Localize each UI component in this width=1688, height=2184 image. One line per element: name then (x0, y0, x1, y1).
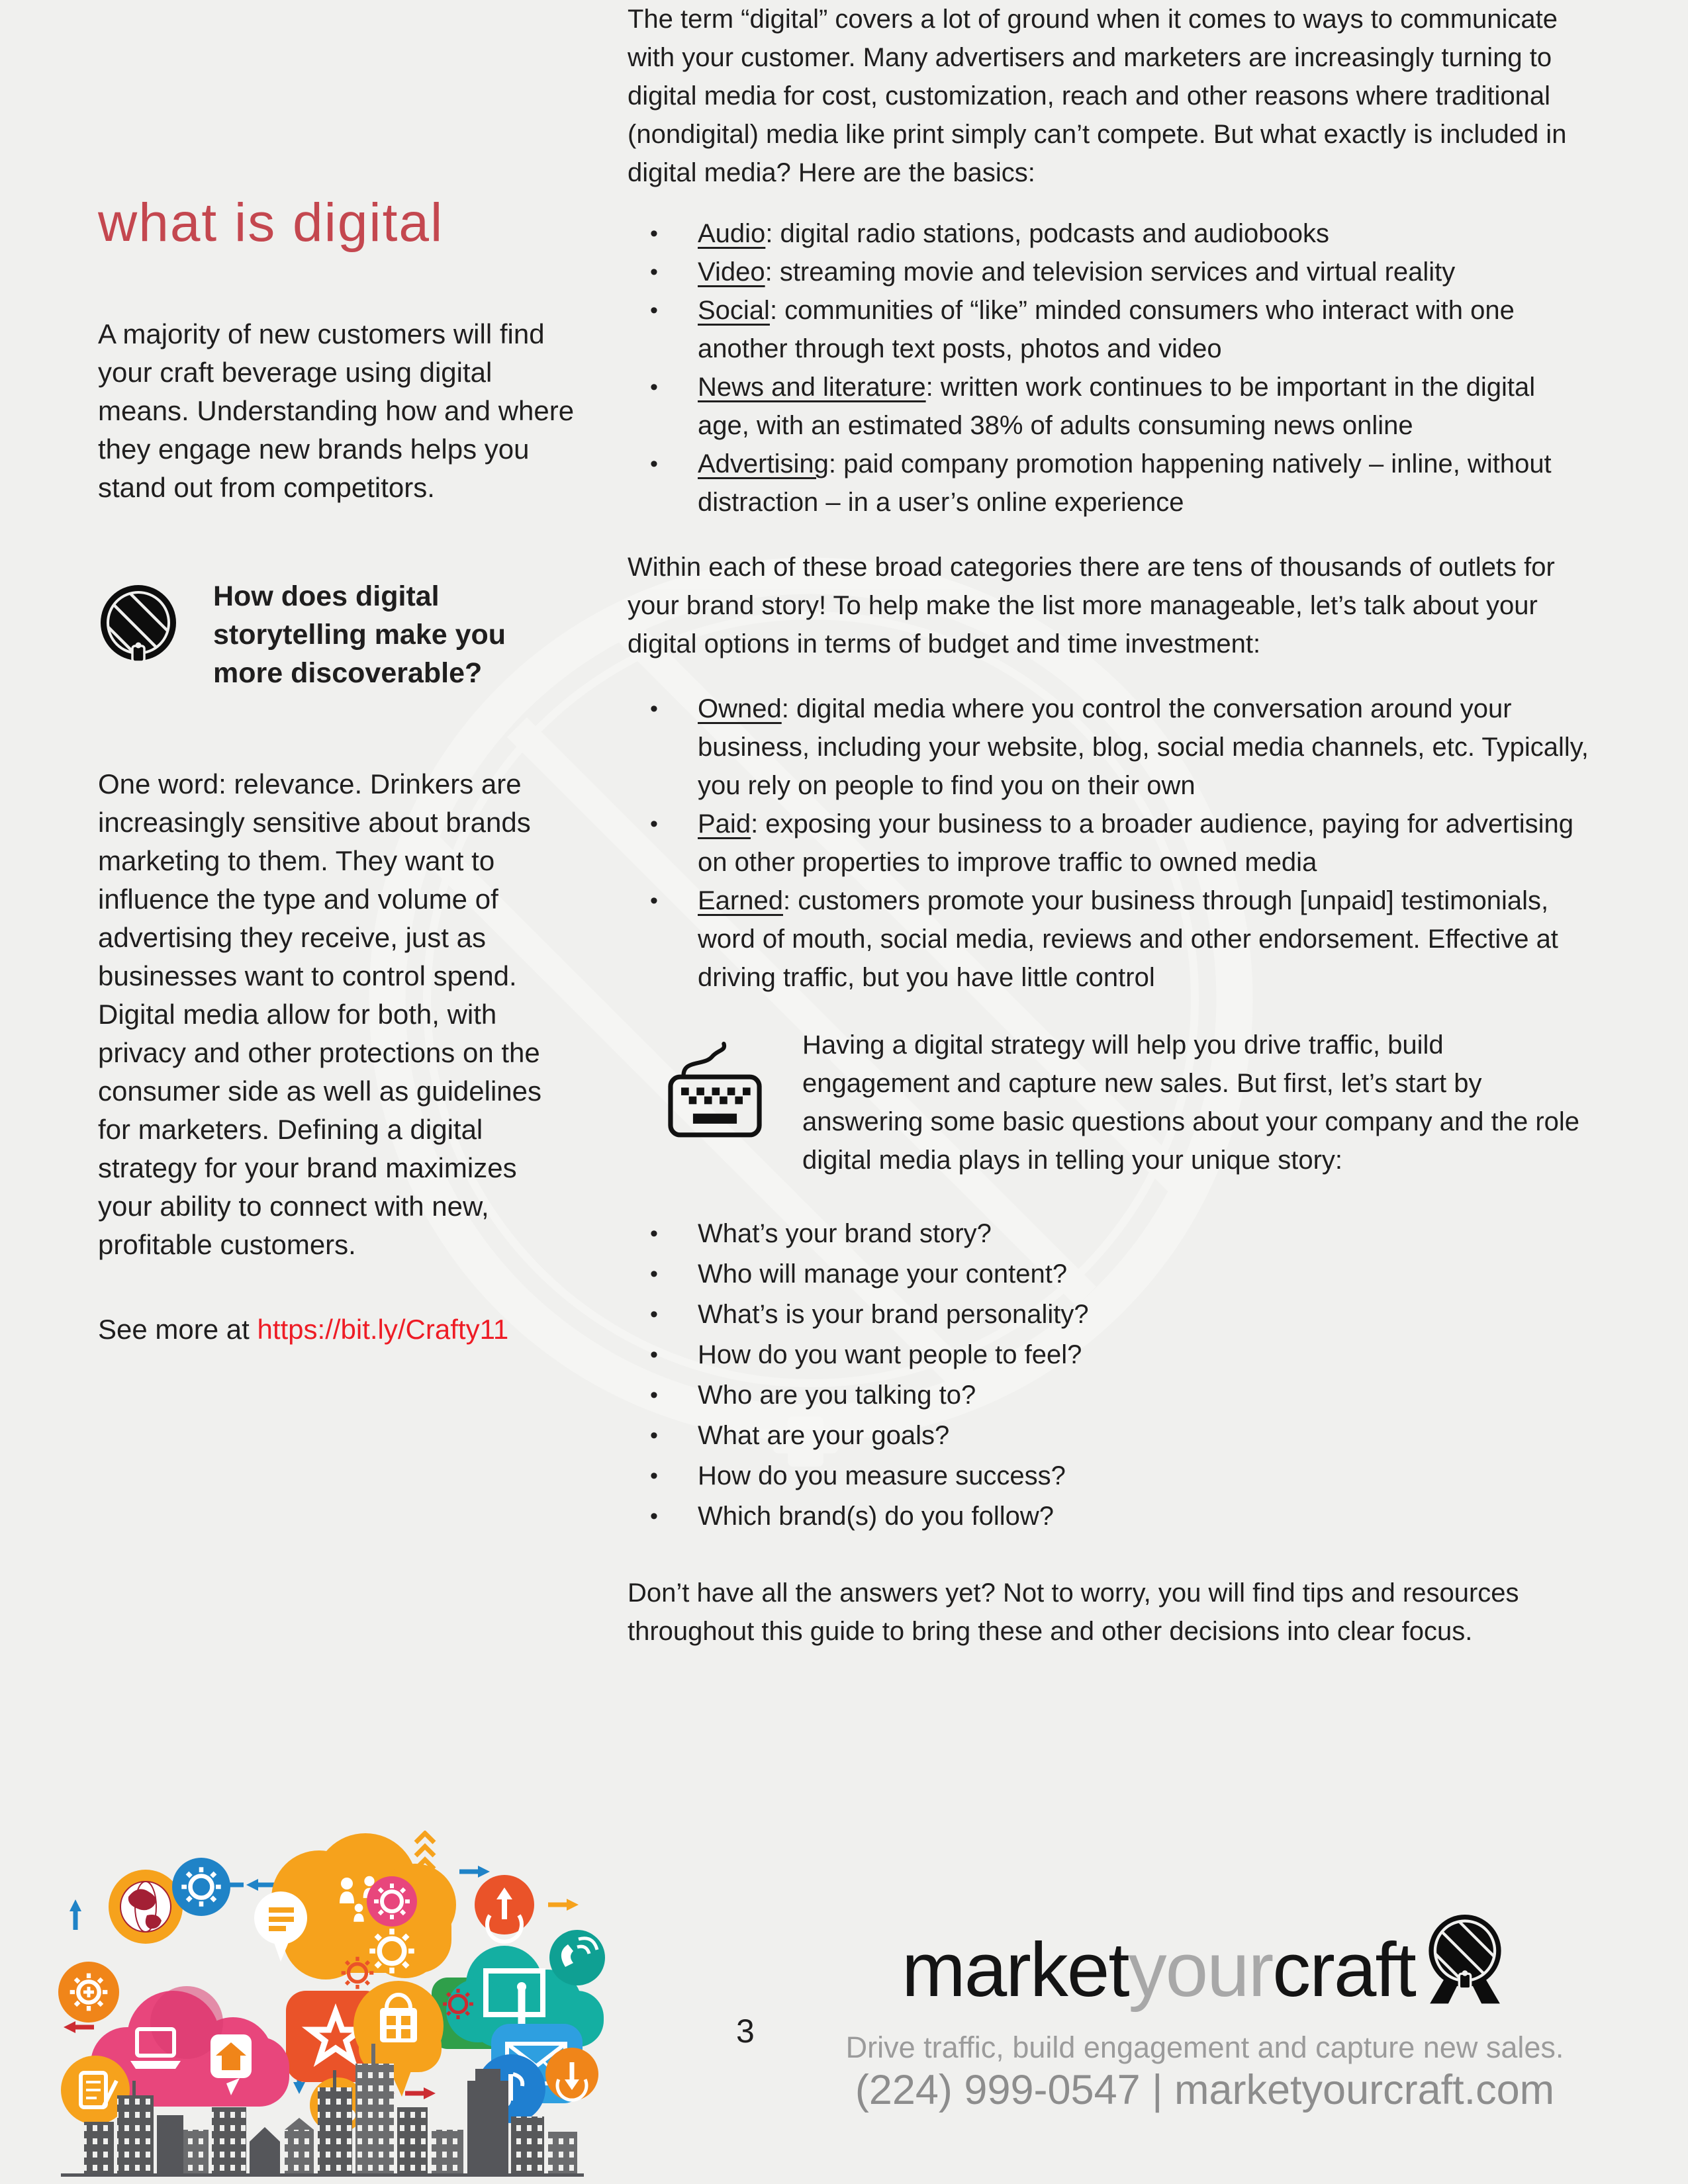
list-item-text: : communities of “like” minded consumers who interact with one another through text posts, photos and video (698, 296, 1515, 363)
keyboard-icon (665, 1036, 765, 1142)
see-more-line (98, 1310, 577, 1349)
bullet-marker: • (650, 221, 658, 246)
gear-icon (367, 1876, 417, 1927)
question-text: Who are you talking to? (698, 1381, 976, 1410)
upload-icon (475, 1875, 534, 1942)
list-item-text: : exposing your business to a broader audience, paying for advertising on other properties to improve traffic to owned media (698, 809, 1574, 877)
bullet-marker: • (650, 1383, 658, 1408)
question-text: Who will manage your content? (698, 1259, 1068, 1289)
footer-logo (824, 1907, 1585, 2013)
download-icon (545, 2048, 598, 2101)
strategy-callout (628, 1026, 1589, 1179)
list-item (628, 445, 1589, 522)
list-item-lead: Audio (698, 219, 766, 248)
globe-icon (109, 1870, 183, 1944)
question-text: What are your goals? (698, 1421, 950, 1450)
list-item (628, 1335, 1589, 1375)
bullet-marker: • (650, 298, 658, 323)
barrel-logo-icon (1422, 1907, 1508, 2008)
list-item-lead: Earned (698, 886, 783, 915)
callout-question: How does digital storytelling make you more discoverable? (213, 580, 506, 690)
list-item (628, 690, 1589, 805)
right-column (628, 0, 1589, 1651)
footer-contact: (224) 999-0547 | marketyourcraft.com (855, 2067, 1555, 2113)
list-item (628, 1254, 1589, 1295)
question-text: How do you measure success? (698, 1461, 1066, 1490)
bullet-marker: • (650, 1504, 658, 1529)
list-item-lead: Video (698, 257, 765, 287)
footer-tagline: Drive traffic, build engagement and capture new sales. (845, 2030, 1564, 2064)
list-item (628, 805, 1589, 882)
list-item-lead: News and literature (698, 373, 926, 402)
bullet-marker: • (650, 451, 658, 477)
list-item-text: : streaming movie and television services and virtual reality (765, 257, 1456, 287)
bullet-marker: • (650, 375, 658, 400)
page-number: 3 (736, 2013, 755, 2050)
left-body-paragraph: One word: relevance. Drinkers are increasingly sensitive about brands marketing to them. They want to influence the type and volume of advertising they receive, just as businesses want to control spend. Digital media allow for both, with privacy and other protections on the consumer side as well as guidelines for marketers. Defining a digital strategy for your brand maximizes your ability to connect with new, profitable customers. (98, 768, 542, 1261)
closing-paragraph: Don’t have all the answers yet? Not to worry, you will find tips and resources throughout this guide to bring these and other decisions into clear focus. (628, 1578, 1519, 1646)
see-more-prefix: See more at (98, 1314, 258, 1345)
list-item (628, 1416, 1589, 1456)
bullet-marker: • (650, 1221, 658, 1246)
bullet-marker: • (650, 1423, 658, 1448)
bullet-marker: • (650, 259, 658, 285)
list-item-lead: Owned (698, 694, 782, 723)
question-text: Which brand(s) do you follow? (698, 1502, 1055, 1531)
list-item-text: : paid company promotion happening natively – inline, without distraction – in a user’s online experience (698, 449, 1552, 517)
list-item (628, 882, 1589, 997)
orange-cloud (254, 1833, 456, 1989)
barrel-icon (98, 582, 179, 668)
page-title: what is digital (98, 193, 444, 253)
left-intro-paragraph: A majority of new customers will find your craft beverage using digital means. Understanding how and where they engage new brands helps you stand out from competitors. (98, 318, 575, 504)
question-text: What’s your brand story? (698, 1219, 992, 1248)
list-item-text: : written work continues to be important in the digital age, with an estimated 38% of adults consuming news online (698, 373, 1536, 440)
right-intro-paragraph: The term “digital” covers a lot of ground when it comes to ways to communicate with your customer. Many advertisers and marketers are increasingly turning to digital media for cost, customization, reach and other reasons where traditional (nondigital) media like print simply can’t compete. But what exactly is included in digital media? Here are the basics: (628, 5, 1567, 187)
list-item (628, 214, 1589, 253)
list-item (628, 1375, 1589, 1416)
list-item (628, 291, 1589, 368)
digital-media-illustration (48, 1831, 607, 2181)
logo-market: market (902, 1927, 1129, 2013)
budget-list (628, 690, 1589, 997)
list-item-text: : digital radio stations, podcasts and audiobooks (765, 219, 1329, 248)
list-item-lead: Social (698, 296, 770, 325)
bullet-marker: • (650, 811, 658, 837)
question-text: How do you want people to feel? (698, 1340, 1082, 1369)
bullet-marker: • (650, 888, 658, 913)
digital-media-list (628, 214, 1589, 522)
gear-icon (172, 1858, 230, 1916)
phone-icon (549, 1930, 605, 1985)
list-item (628, 1496, 1589, 1537)
list-item-text: : customers promote your business through [unpaid] testimonials, word of mouth, social media, reviews and other endorsement. Effective at driving traffic, but you have little control (698, 886, 1558, 992)
list-item (628, 368, 1589, 445)
bullet-marker: • (650, 1302, 658, 1327)
list-item (628, 1214, 1589, 1254)
strategy-paragraph: Having a digital strategy will help you drive traffic, build engagement and capture new sales. But first, let’s start by answering some basic questions about your company and the role digital media plays in telling your unique story: (802, 1030, 1580, 1175)
question-text: What’s is your brand personality? (698, 1300, 1089, 1329)
questions-list (628, 1214, 1589, 1537)
crafty-link[interactable]: https://bit.ly/Crafty11 (257, 1314, 509, 1345)
list-item-text: : digital media where you control the conversation around your business, including your website, blog, social media channels, etc. Typically, you rely on people to find you on their own (698, 694, 1589, 800)
bullet-marker: • (650, 1463, 658, 1488)
logo-your: your (1128, 1927, 1273, 2013)
list-item (628, 253, 1589, 291)
bullet-marker: • (650, 696, 658, 721)
list-item-lead: Paid (698, 809, 751, 839)
list-item (628, 1456, 1589, 1496)
gear-plus-icon (58, 1962, 119, 2023)
question-callout (98, 577, 577, 692)
bullet-marker: • (650, 1261, 658, 1287)
list-item-lead: Advertising (698, 449, 829, 478)
categories-paragraph: Within each of these broad categories there are tens of thousands of outlets for your brand story! To help make the list more manageable, let’s talk about your digital options in terms of budget and time investment: (628, 553, 1555, 659)
logo-craft: craft (1272, 1927, 1415, 2013)
bullet-marker: • (650, 1342, 658, 1367)
list-item (628, 1295, 1589, 1335)
left-column (98, 0, 577, 1349)
